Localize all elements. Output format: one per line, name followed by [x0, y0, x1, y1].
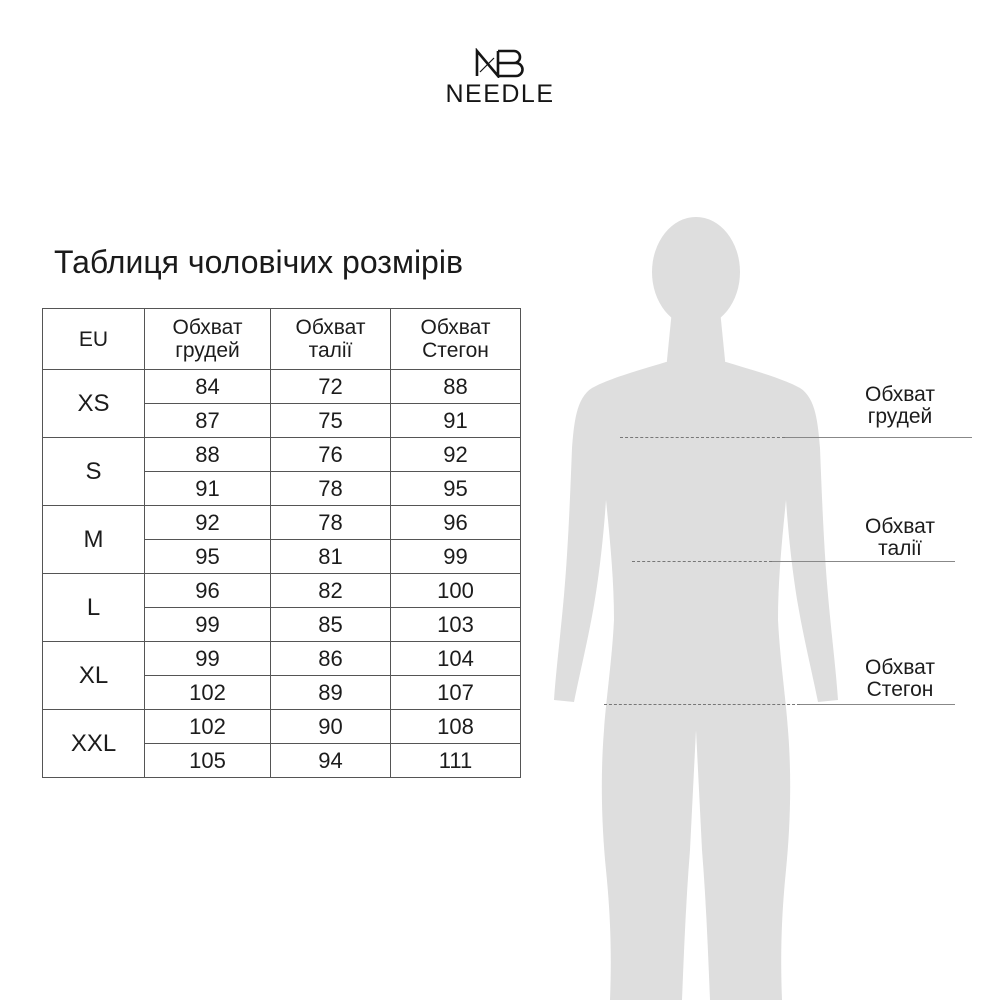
size-label-m: M	[43, 506, 145, 574]
table-row	[43, 574, 521, 608]
table-cell: 84	[145, 370, 271, 404]
table-cell: 99	[145, 642, 271, 676]
table-cell: 111	[391, 744, 521, 778]
header-hips	[391, 309, 521, 370]
size-label-s: S	[43, 438, 145, 506]
table-cell: 86	[271, 642, 391, 676]
table-cell: 99	[145, 608, 271, 642]
chest-dashed-line	[620, 437, 785, 438]
header-waist-line1: Обхват	[295, 316, 366, 339]
needle-logo-icon	[474, 48, 526, 78]
table-cell: 96	[145, 574, 271, 608]
table-cell: 102	[145, 710, 271, 744]
chest-label	[840, 384, 960, 428]
header-chest-line1: Обхват	[172, 316, 243, 339]
table-cell: 92	[145, 506, 271, 540]
table-cell: 72	[271, 370, 391, 404]
table-cell: 95	[391, 472, 521, 506]
hips-label-line2: Стегон	[866, 678, 934, 701]
table-cell: 94	[271, 744, 391, 778]
body-silhouette-icon	[540, 210, 840, 1000]
size-label-xs: XS	[43, 370, 145, 438]
table-cell: 105	[145, 744, 271, 778]
header-eu: EU	[43, 309, 145, 370]
waist-dashed-line	[632, 561, 772, 562]
table-header-row	[43, 309, 521, 370]
table-cell: 87	[145, 404, 271, 438]
header-hips-line2: Стегон	[422, 339, 489, 362]
table-cell: 108	[391, 710, 521, 744]
waist-label	[840, 516, 960, 560]
table-row	[43, 642, 521, 676]
hips-dashed-line	[604, 704, 800, 705]
header-waist-line2: талії	[308, 339, 353, 362]
hips-label-line1: Обхват	[865, 656, 935, 679]
table-row	[43, 438, 521, 472]
table-cell: 75	[271, 404, 391, 438]
brand-name: NEEDLE	[445, 80, 555, 108]
page-title: Таблиця чоловічих розмірів	[54, 244, 463, 280]
table-row	[43, 710, 521, 744]
table-cell: 76	[271, 438, 391, 472]
table-cell: 85	[271, 608, 391, 642]
table-cell: 96	[391, 506, 521, 540]
header-waist	[271, 309, 391, 370]
table-cell: 78	[271, 472, 391, 506]
table-cell: 103	[391, 608, 521, 642]
size-table	[42, 308, 521, 778]
table-row	[43, 370, 521, 404]
waist-label-line1: Обхват	[865, 515, 935, 538]
header-chest	[145, 309, 271, 370]
size-label-xxl: XXL	[43, 710, 145, 778]
size-label-l: L	[43, 574, 145, 642]
table-cell: 104	[391, 642, 521, 676]
brand-logo	[430, 48, 570, 110]
hips-pointer-line	[800, 704, 955, 705]
waist-pointer-line	[772, 561, 955, 562]
table-cell: 88	[145, 438, 271, 472]
table-cell: 99	[391, 540, 521, 574]
table-cell: 81	[271, 540, 391, 574]
header-chest-line2: грудей	[175, 339, 240, 362]
table-cell: 78	[271, 506, 391, 540]
table-cell: 102	[145, 676, 271, 710]
table-cell: 82	[271, 574, 391, 608]
table-cell: 95	[145, 540, 271, 574]
table-cell: 88	[391, 370, 521, 404]
chest-label-line2: грудей	[867, 405, 933, 428]
hips-label	[840, 657, 960, 701]
table-cell: 107	[391, 676, 521, 710]
table-cell: 100	[391, 574, 521, 608]
table-cell: 91	[145, 472, 271, 506]
table-cell: 92	[391, 438, 521, 472]
size-label-xl: XL	[43, 642, 145, 710]
table-cell: 89	[271, 676, 391, 710]
waist-label-line2: талії	[878, 537, 922, 560]
header-hips-line1: Обхват	[420, 316, 491, 339]
table-row	[43, 506, 521, 540]
chest-pointer-line	[785, 437, 972, 438]
table-cell: 91	[391, 404, 521, 438]
table-cell: 90	[271, 710, 391, 744]
chest-label-line1: Обхват	[865, 383, 935, 406]
